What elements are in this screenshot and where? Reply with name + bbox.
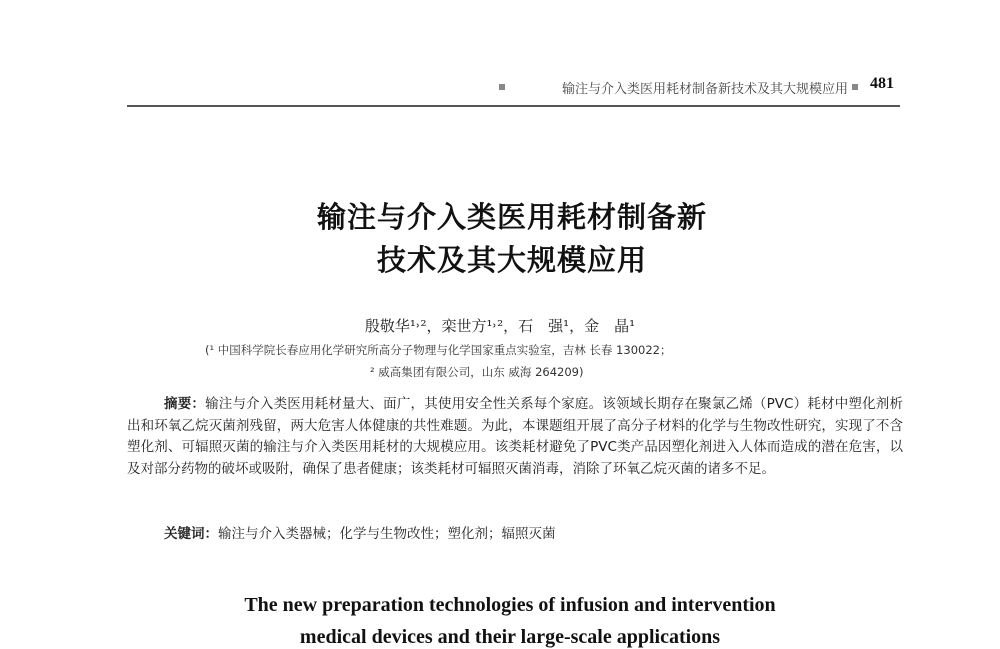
abstract-block bbox=[127, 394, 903, 480]
keywords-text: 输注与介入类器械；化学与生物改性；塑化剂；辐照灭菌 bbox=[218, 526, 556, 542]
header-bullet-icon bbox=[499, 84, 505, 90]
author-list: 殷敬华¹˒²，栾世方¹˒²，石 强¹，金 晶¹ bbox=[364, 317, 636, 335]
abstract-label: 摘要： bbox=[164, 396, 206, 412]
english-title-line-2: medical devices and their large-scale applications bbox=[299, 626, 721, 648]
affiliation-line-1: (¹ 中国科学院长春应用化学研究所高分子物理与化学国家重点实验室，吉林 长春 130022； bbox=[205, 343, 672, 357]
chinese-title-line-2: 技术及其大规模应用 bbox=[376, 243, 647, 277]
running-header bbox=[127, 75, 900, 107]
abstract-text: 输注与介入类医用耗材量大、面广，其使用安全性关系每个家庭。该领域长期存在聚氯乙烯（PVC）耗材中塑化剂析出和环氧乙烷灭菌剂残留，两大危害人体健康的共性难题。为此，本课题组开展了高分子材料的化学与生物改性研究，实现了不含塑化剂、可辐照灭菌的输注与介入类医用耗材的大规模应用。该类耗材避免了PVC类产品因塑化剂进入人体而造成的潜在危害，以及对部分药物的破坏或吸附，确保了患者健康；该类耗材可辐照灭菌消毒，消除了环氧乙烷灭菌的诸多不足。 bbox=[127, 396, 903, 477]
page-number: 481 bbox=[870, 75, 894, 92]
chinese-title-line-1: 输注与介入类医用耗材制备新 bbox=[316, 200, 707, 234]
running-header-title: 输注与介入类医用耗材制备新技术及其大规模应用 bbox=[561, 82, 848, 97]
header-bullet-icon bbox=[852, 84, 858, 90]
affiliation-line-2: ² 威高集团有限公司，山东 威海 264209) bbox=[370, 365, 584, 379]
english-title-line-1: The new preparation technologies of infusion and intervention bbox=[244, 594, 776, 616]
keywords-block bbox=[164, 522, 556, 542]
keywords-label: 关键词： bbox=[164, 526, 218, 542]
